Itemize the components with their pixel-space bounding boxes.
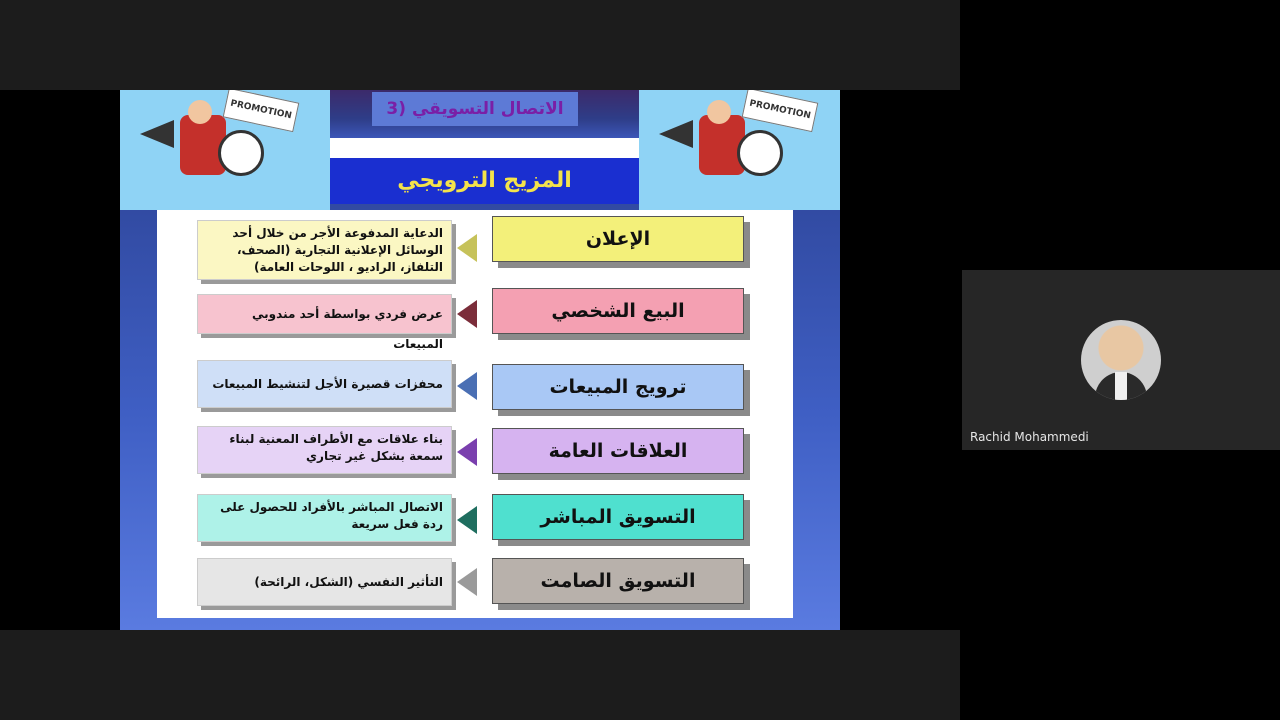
shared-slide (120, 90, 840, 630)
banner-divider (330, 138, 639, 158)
stage-right-margin (840, 90, 960, 630)
row-sales-promotion (157, 360, 793, 416)
promotional-mix-diagram (157, 210, 793, 618)
megaphone-icon (140, 120, 174, 148)
participant-name: Rachid Mohammedi (970, 430, 1089, 444)
avatar-shirt (1115, 372, 1127, 400)
row-silent-marketing (157, 556, 793, 612)
stage-left-margin (0, 90, 120, 630)
row-description: بناء علاقات مع الأطراف المعنية لبناء سمعة بشكل غير تجاري (197, 426, 452, 474)
avatar (1081, 320, 1161, 400)
row-label: التسويق المباشر (492, 494, 744, 540)
stage-bottom-bar (0, 630, 960, 720)
row-description: محفزات قصيرة الأجل لتنشيط المبيعات (197, 360, 452, 408)
promotion-flag: PROMOTION (223, 90, 300, 132)
row-label: الإعلان (492, 216, 744, 262)
megaphone-icon (659, 120, 693, 148)
row-label: التسويق الصامت (492, 558, 744, 604)
arrow-left-icon (457, 438, 477, 466)
row-description: التأثير النفسي (الشكل، الرائحة) (197, 558, 452, 606)
arrow-left-icon (457, 506, 477, 534)
promotion-illustration-right (639, 90, 840, 210)
character-head (707, 100, 731, 124)
row-description: الدعاية المدفوعة الأجر من خلال أحد الوسائل الإعلانية التجارية (الصحف، التلفاز، الراديو ، اللوحات العامة) (197, 220, 452, 280)
row-direct-marketing (157, 492, 793, 548)
arrow-left-icon (457, 234, 477, 262)
arrow-left-icon (457, 568, 477, 596)
row-public-relations (157, 426, 793, 482)
row-label: البيع الشخصي (492, 288, 744, 334)
drum-icon (218, 130, 264, 176)
row-advertising (157, 216, 793, 272)
promotion-flag: PROMOTION (742, 90, 819, 132)
promotion-illustration-left (120, 90, 330, 210)
section-title: 3) الاتصال التسويقي (372, 92, 578, 126)
row-personal-selling (157, 288, 793, 351)
row-label: ترويج المبيعات (492, 364, 744, 410)
row-label: العلاقات العامة (492, 428, 744, 474)
drum-icon (737, 130, 783, 176)
slide-header: المزيج الترويجي (330, 158, 639, 204)
row-description: الاتصال المباشر بالأفراد للحصول على ردة فعل سريعة (197, 494, 452, 542)
participant-tile[interactable] (962, 270, 1280, 450)
arrow-left-icon (457, 372, 477, 400)
character-head (188, 100, 212, 124)
stage-top-bar (0, 0, 960, 90)
arrow-left-icon (457, 300, 477, 328)
row-description: عرض فردي بواسطة أحد مندوبي المبيعات (197, 294, 452, 334)
